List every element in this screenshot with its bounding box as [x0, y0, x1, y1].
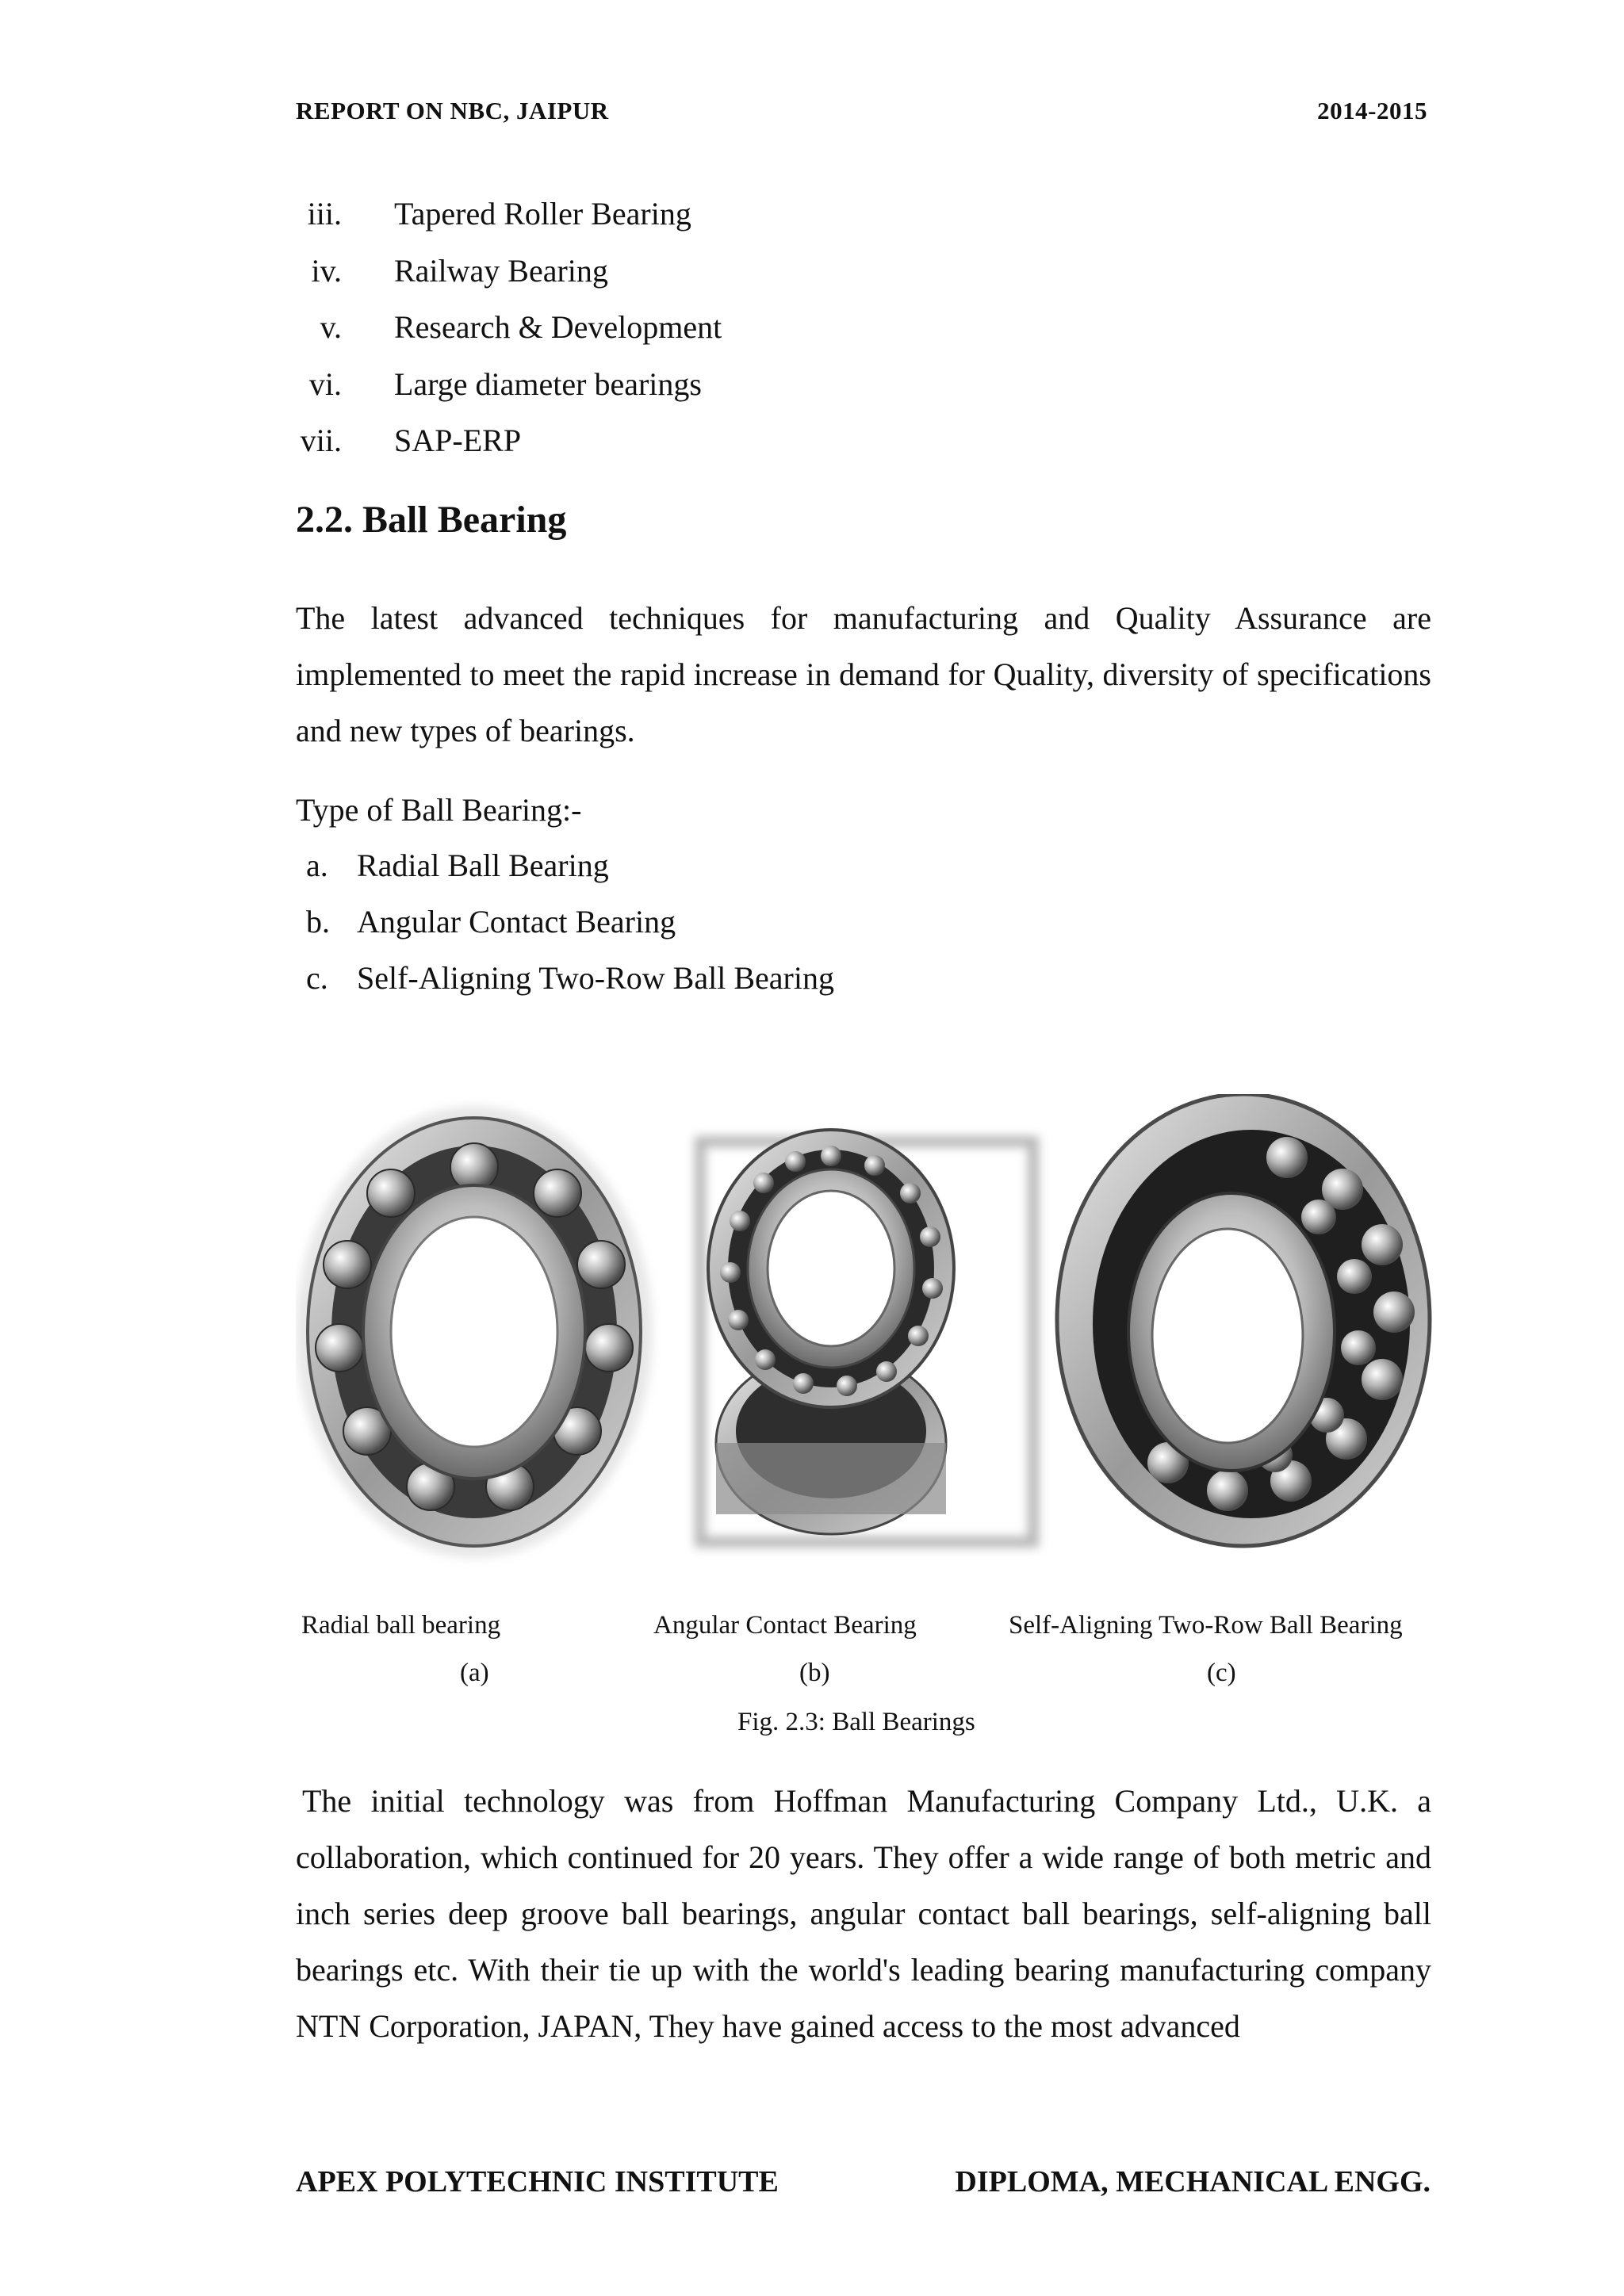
section-heading: 2.2. Ball Bearing: [296, 499, 567, 541]
figure-label: Fig. 2.3: Ball Bearings: [737, 1708, 975, 1736]
caption-a-letter: (a): [460, 1659, 489, 1687]
caption-c-letter: (c): [1207, 1659, 1236, 1687]
history-paragraph: The initial technology was from Hoffman Manufacturing Company Ltd., U.K. a collaboration, which continued for 20 years. They offer a wide range of both metric and inch series deep groove ball bearings, angular contact ball bearings, self-aligning ball bearings etc. With their tie up with the world's leading bearing manufacturing company NTN Corporation, JAPAN, They have gained access to the most advanced: [296, 1783, 1431, 2044]
list-text: Radial Ball Bearing: [357, 848, 609, 883]
list-text: SAP-ERP: [394, 423, 522, 458]
list-number: v.: [320, 309, 342, 345]
caption-b-name: Angular Contact Bearing: [653, 1611, 917, 1640]
caption-b-letter: (b): [799, 1659, 830, 1687]
list-text: Self-Aligning Two-Row Ball Bearing: [357, 960, 834, 996]
list-letter: c.: [306, 960, 328, 996]
list-number: vi.: [308, 365, 342, 402]
list-number: vii.: [300, 423, 342, 458]
list-text: Research & Development: [394, 309, 722, 345]
footer-department: DIPLOMA, MECHANICAL ENGG.: [955, 2165, 1431, 2198]
types-heading: Type of Ball Bearing:-: [296, 792, 582, 828]
footer-institute: APEX POLYTECHNIC INSTITUTE: [296, 2165, 779, 2198]
header-title: REPORT ON NBC, JAIPUR: [296, 97, 609, 124]
header-year: 2014-2015: [1317, 97, 1427, 124]
list-letter: a.: [306, 848, 328, 883]
ball-bearings-figure: [296, 1094, 1438, 1586]
list-number: iv.: [311, 252, 342, 289]
list-text: Tapered Roller Bearing: [394, 196, 691, 232]
self-aligning-bearing-image: [1057, 1094, 1430, 1546]
list-text: Angular Contact Bearing: [357, 904, 676, 939]
radial-ball-bearing-image: [296, 1106, 653, 1558]
list-text: Railway Bearing: [394, 252, 608, 289]
caption-c-name: Self-Aligning Two-Row Ball Bearing: [1009, 1611, 1403, 1640]
list-text: Large diameter bearings: [394, 365, 702, 402]
caption-a-name: Radial ball bearing: [301, 1611, 501, 1640]
list-letter: b.: [306, 904, 330, 939]
angular-contact-bearing-image: [700, 1130, 1033, 1542]
list-number: iii.: [307, 196, 342, 232]
intro-paragraph: The latest advanced techniques for manufacturing and Quality Assurance are implemented to meet the rapid increase in demand for Quality, diversity of specifications and new types of bearings.: [296, 600, 1431, 748]
